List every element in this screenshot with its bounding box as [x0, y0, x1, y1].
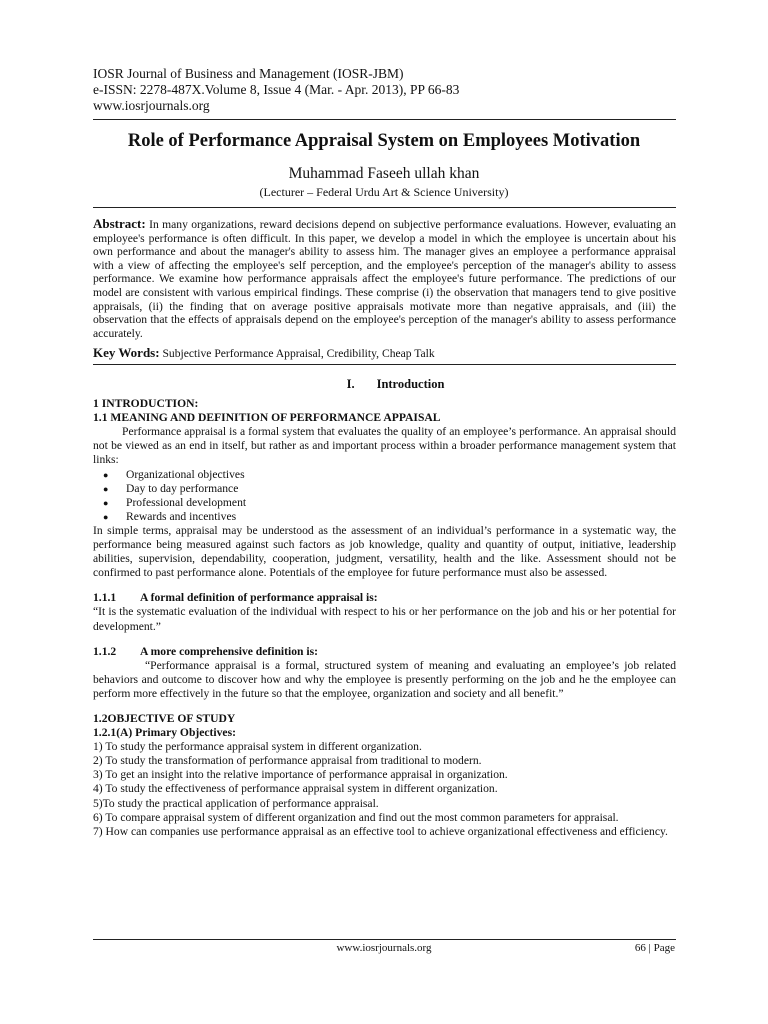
section-number: I. — [346, 377, 355, 391]
definition-1-number: 1.1.1 — [93, 591, 117, 605]
abstract-top-divider — [93, 207, 676, 208]
paper-body — [93, 377, 676, 839]
objective-item: 3) To get an insight into the relative importance of performance appraisal in organization. — [93, 768, 508, 782]
definition-2-heading — [93, 645, 676, 659]
keywords-label: Key Words: — [93, 345, 160, 360]
list-item — [93, 510, 676, 524]
journal-issn: e-ISSN: 2278-487X.Volume 8, Issue 4 (Mar. - Apr. 2013), PP 66-83 — [93, 82, 460, 97]
author-affiliation: (Lecturer – Federal Urdu Art & Science University) — [259, 185, 509, 199]
bullet-text: Rewards and incentives — [126, 509, 237, 523]
bullet-text: Day to day performance — [126, 481, 239, 495]
objective-item: 5)To study the practical application of performance appraisal. — [93, 796, 379, 810]
objectives-heading: 1.2OBJECTIVE OF STUDY — [93, 711, 236, 725]
abstract — [93, 217, 676, 340]
bullet-icon: ● — [103, 497, 109, 508]
definition-2-title: A more comprehensive definition is: — [140, 644, 318, 658]
intro-paragraph-1: Performance appraisal is a formal system that evaluates the quality of an employee’s performance. An appraisal should not be viewed as an end in itself, but rather as and important process within a broader performance management system that links: — [93, 425, 676, 467]
footer-url: www.iosrjournals.org — [336, 942, 432, 954]
bullet-icon: ● — [103, 483, 109, 494]
bullet-text: Professional development — [126, 495, 247, 509]
intro-subheading: 1.1 MEANING AND DEFINITION OF PERFORMANCE APPAISAL — [93, 411, 441, 425]
definition-1-heading — [93, 591, 676, 605]
abstract-label: Abstract: — [93, 216, 146, 231]
definition-1-text: “It is the systematic evaluation of the individual with respect to his or her performance on the job and his or her potential for development.” — [93, 605, 676, 633]
intro-paragraph-2: In simple terms, appraisal may be understood as the assessment of an individual’s performance in a systematic way, the performance being measured against such factors as job knowledge, quality and quantity of output, initiative, leadership abilities, supervision, dependability, cooperation, judgment, versatility, health and the like. Assessment should not be confirmed to past performance alone. Potentials of the employee for future performance must also be assessed. — [93, 523, 676, 580]
objective-item: 2) To study the transformation of performance appraisal from traditional to modern. — [93, 754, 482, 768]
abstract-text: In many organizations, reward decisions depend on subjective performance evaluations. However, evaluating an employee's performance is often difficult. In this paper, we develop a model in which the employee is uncertain about his own performance and about the manager's ability to assess him. The manager gives an employee a performance appraisal with a view of affecting the employee's self perception, and the employee's perception of the manager's ability to assess performance. We examine how performance appraisals affect the employee's future performance. The predictions of our model are consistent with various empirical findings. These comprise (i) the observation that managers tend to give positive appraisals, (ii) the finding that on average positive appraisals motivate more than negative appraisals, and (iii) the observation that the effects of appraisals depend on the employee's perception of the manager's ability to assess performance accurately. — [93, 218, 676, 340]
keywords-text: Subjective Performance Appraisal, Credibility, Cheap Talk — [162, 347, 435, 360]
definition-2-text: “Performance appraisal is a formal, structured system of meaning and evaluating an employee’s job related behaviors and outcome to discover how and why the employee is presently performing on the job and he the employee can perform more effectively in the future so that the employee, organization and society and all benefit.” — [93, 658, 676, 700]
intro-bullet-list — [93, 468, 676, 524]
list-item — [93, 468, 676, 482]
section-title: Introduction — [376, 377, 445, 391]
section-heading — [93, 377, 676, 391]
paper-title: Role of Performance Appraisal System on Employees Motivation — [127, 131, 641, 151]
list-item — [93, 496, 676, 510]
abstract-bottom-divider — [93, 364, 676, 365]
journal-name: IOSR Journal of Business and Management (IOSR-JBM) — [93, 66, 404, 81]
intro-heading: 1 INTRODUCTION: — [93, 397, 199, 411]
page-number: 66 | Page — [634, 942, 675, 954]
definition-2-number: 1.1.2 — [93, 644, 117, 658]
keywords — [93, 345, 435, 361]
header-divider — [93, 119, 676, 120]
objective-item: 6) To compare appraisal system of different organization and find out the most common parameters for appraisal. — [93, 810, 619, 824]
objective-item: 7) How can companies use performance appraisal as an effective tool to achieve organizational effectiveness and efficiency. — [93, 824, 668, 838]
journal-header — [93, 66, 459, 114]
bullet-icon: ● — [103, 469, 109, 480]
author-name: Muhammad Faseeh ullah khan — [288, 165, 480, 182]
bullet-text: Organizational objectives — [126, 467, 245, 481]
bullet-icon: ● — [103, 511, 109, 522]
objectives-subheading: 1.2.1(A) Primary Objectives: — [93, 726, 236, 740]
definition-1-title: A formal definition of performance appraisal is: — [140, 591, 378, 605]
objective-item: 1) To study the performance appraisal system in different organization. — [93, 740, 422, 754]
journal-site: www.iosrjournals.org — [93, 98, 210, 113]
footer-divider — [93, 939, 676, 940]
objective-item: 4) To study the effectiveness of performance appraisal system in different organization. — [93, 782, 498, 796]
list-item — [93, 482, 676, 496]
